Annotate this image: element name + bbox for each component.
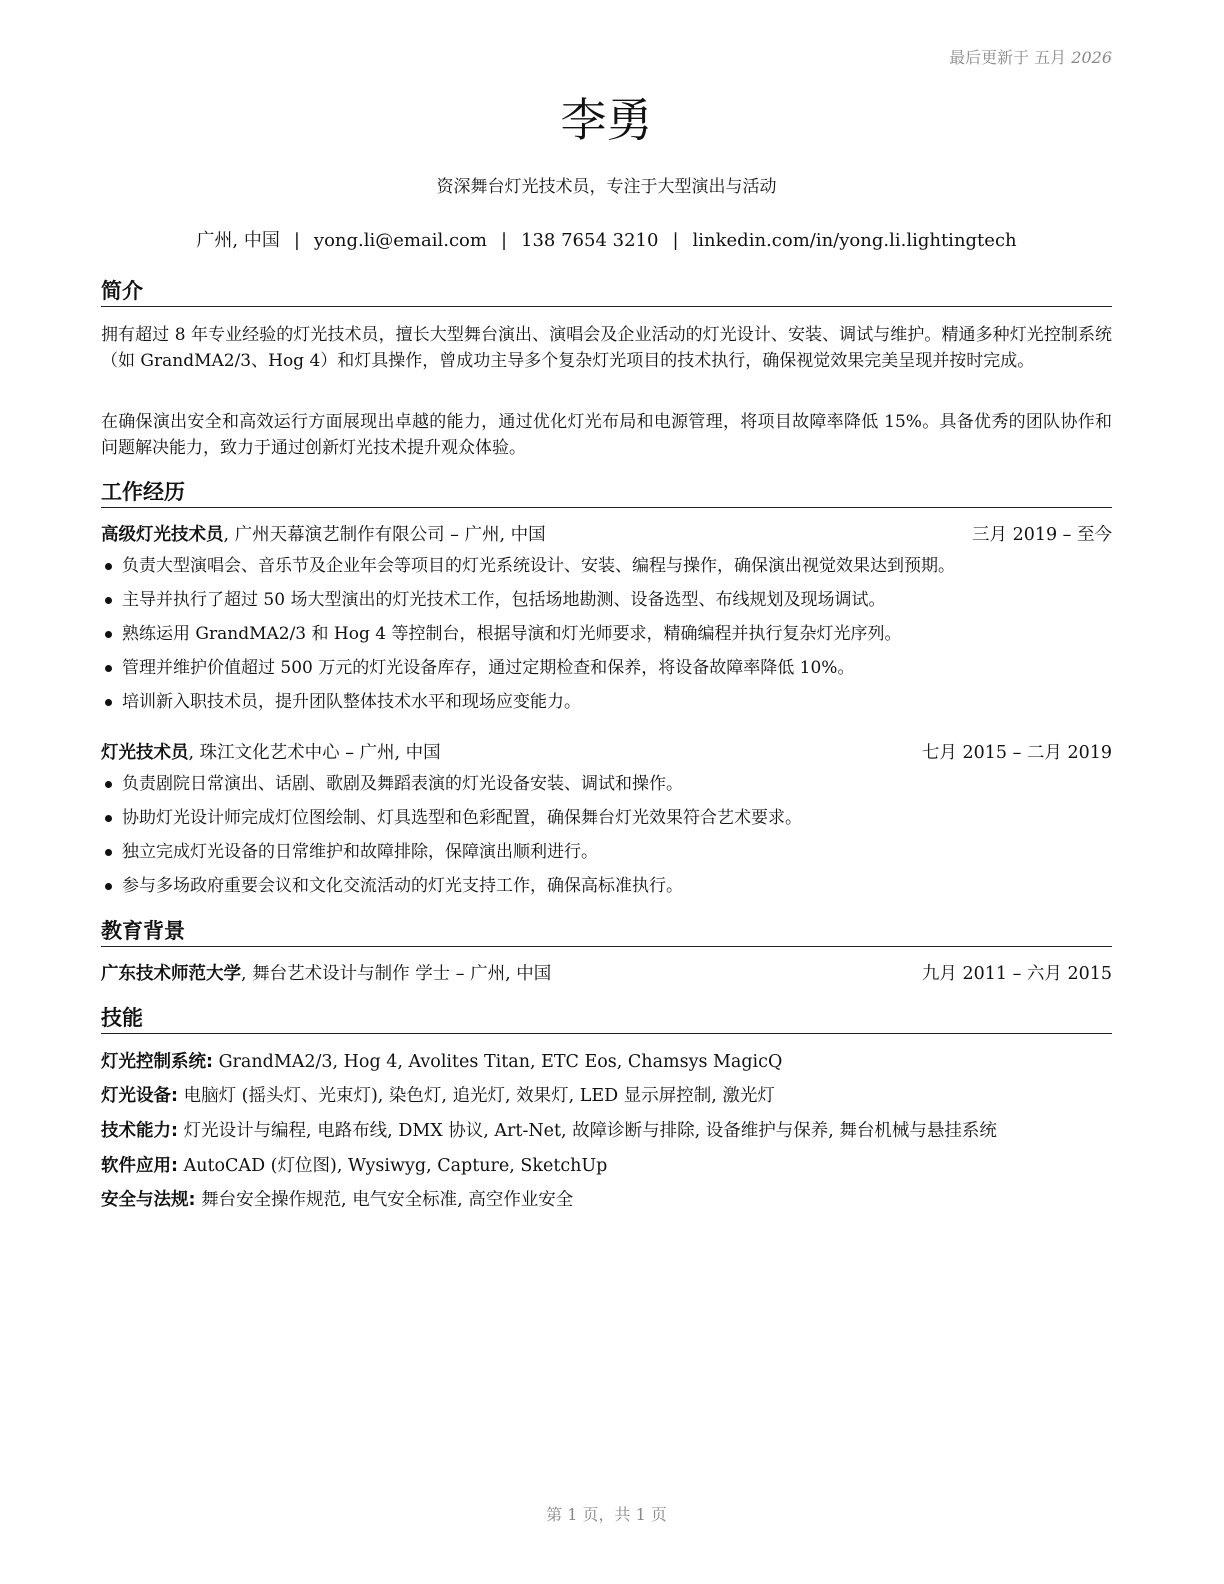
- education-dates: 九月 2011 – 六月 2015: [921, 964, 1112, 984]
- list-item: 主导并执行了超过 50 场大型演出的灯光技术工作，包括场地勘测、设备选型、布线规划及现场调试。: [101, 588, 1112, 622]
- job-dates: 七月 2015 – 二月 2019: [921, 743, 1112, 763]
- skill-values: 灯光设计与编程, 电路布线, DMX 协议, Art-Net, 故障诊断与排除, 设备维护与保养, 舞台机械与悬挂系统: [178, 1121, 997, 1141]
- candidate-name: 李勇: [560, 93, 653, 147]
- job-organization: , 广州天幕演艺制作有限公司 – 广州, 中国: [223, 525, 546, 545]
- last-updated-label: 最后更新于 五月: [949, 48, 1067, 67]
- job-header: [101, 523, 1112, 547]
- skill-category: 灯光控制系统:: [101, 1052, 213, 1072]
- education-school: 广东技术师范大学: [101, 964, 241, 984]
- resume-page: [101, 0, 1112, 1584]
- list-item: 管理并维护价值超过 500 万元的灯光设备库存，通过定期检查和保养，将设备故障率降低 10%。: [101, 656, 1112, 690]
- list-item: 负责大型演唱会、音乐节及企业年会等项目的灯光系统设计、安装、编程与操作，确保演出视觉效果达到预期。: [101, 554, 1112, 588]
- summary-paragraph: 在确保演出安全和高效运行方面展现出卓越的能力，通过优化灯光布局和电源管理，将项目故障率降低 15%。具备优秀的团队协作和问题解决能力，致力于通过创新灯光技术提升观众体验。: [101, 412, 1112, 458]
- contact-linkedin[interactable]: linkedin.com/in/yong.li.lightingtech: [692, 230, 1017, 251]
- tagline: 资深舞台灯光技术员，专注于大型演出与活动: [436, 177, 777, 197]
- skill-values: 舞台安全操作规范, 电气安全标准, 高空作业安全: [195, 1190, 574, 1210]
- list-item: 负责剧院日常演出、话剧、歌剧及舞蹈表演的灯光设备安装、调试和操作。: [101, 772, 1112, 806]
- list-item: 熟练运用 GrandMA2/3 和 Hog 4 等控制台，根据导演和灯光师要求，精确编程并执行复杂灯光序列。: [101, 622, 1112, 656]
- skill-line: [101, 1154, 1112, 1178]
- summary-paragraph: 拥有超过 8 年专业经验的灯光技术员，擅长大型舞台演出、演唱会及企业活动的灯光设计、安装、调试与维护。精通多种灯光控制系统（如 GrandMA2/3、Hog 4）和灯具操作，曾成功主导多个复杂灯光项目的技术执行，确保视觉效果完美呈现并按时完成。: [101, 325, 1112, 371]
- last-updated-year: 2026: [1071, 48, 1112, 67]
- education-entry: [101, 962, 1112, 986]
- contact-separator: |: [293, 230, 300, 251]
- job-bullets: [101, 554, 1112, 724]
- list-item: 培训新入职技术员，提升团队整体技术水平和现场应变能力。: [101, 690, 1112, 724]
- contact-separator: |: [672, 230, 679, 251]
- skill-values: GrandMA2/3, Hog 4, Avolites Titan, ETC Eos, Chamsys MagicQ: [213, 1052, 783, 1072]
- contact-location: 广州, 中国: [196, 230, 280, 251]
- skill-line: [101, 1084, 1112, 1108]
- education-degree: , 舞台艺术设计与制作 学士 – 广州, 中国: [241, 964, 552, 984]
- list-item: 参与多场政府重要会议和文化交流活动的灯光支持工作，确保高标准执行。: [101, 874, 1112, 908]
- skill-category: 灯光设备:: [101, 1086, 178, 1106]
- section-title-summary: 简介: [101, 277, 1112, 307]
- skill-values: AutoCAD (灯位图), Wysiwyg, Capture, SketchUp: [178, 1156, 608, 1176]
- section-title-skills: 技能: [101, 1004, 1112, 1034]
- skill-category: 技术能力:: [101, 1121, 178, 1141]
- contact-email[interactable]: yong.li@email.com: [313, 230, 487, 251]
- skill-line: [101, 1188, 1112, 1212]
- skill-category: 安全与法规:: [101, 1190, 196, 1210]
- list-item: 独立完成灯光设备的日常维护和故障排除，保障演出顺利进行。: [101, 840, 1112, 874]
- job-organization: , 珠江文化艺术中心 – 广州, 中国: [188, 743, 441, 763]
- job-header: [101, 741, 1112, 765]
- contact-line: [101, 226, 1112, 252]
- section-title-education: 教育背景: [101, 917, 1112, 947]
- last-updated: [949, 45, 1112, 68]
- skill-line: [101, 1119, 1112, 1143]
- contact-separator: |: [500, 230, 508, 251]
- job-dates: 三月 2019 – 至今: [972, 525, 1112, 545]
- skill-category: 软件应用:: [101, 1156, 178, 1176]
- list-item: 协助灯光设计师完成灯位图绘制、灯具选型和色彩配置，确保舞台灯光效果符合艺术要求。: [101, 806, 1112, 840]
- skill-line: [101, 1050, 1112, 1074]
- job-bullets: [101, 772, 1112, 908]
- job-role: 高级灯光技术员: [101, 525, 224, 545]
- page-number: 第 1 页，共 1 页: [546, 1505, 667, 1524]
- section-title-experience: 工作经历: [101, 478, 1112, 508]
- contact-phone: 138 7654 3210: [521, 230, 659, 251]
- skill-values: 电脑灯 (摇头灯、光束灯), 染色灯, 追光灯, 效果灯, LED 显示屏控制, 激光灯: [178, 1086, 775, 1106]
- job-role: 灯光技术员: [101, 743, 189, 763]
